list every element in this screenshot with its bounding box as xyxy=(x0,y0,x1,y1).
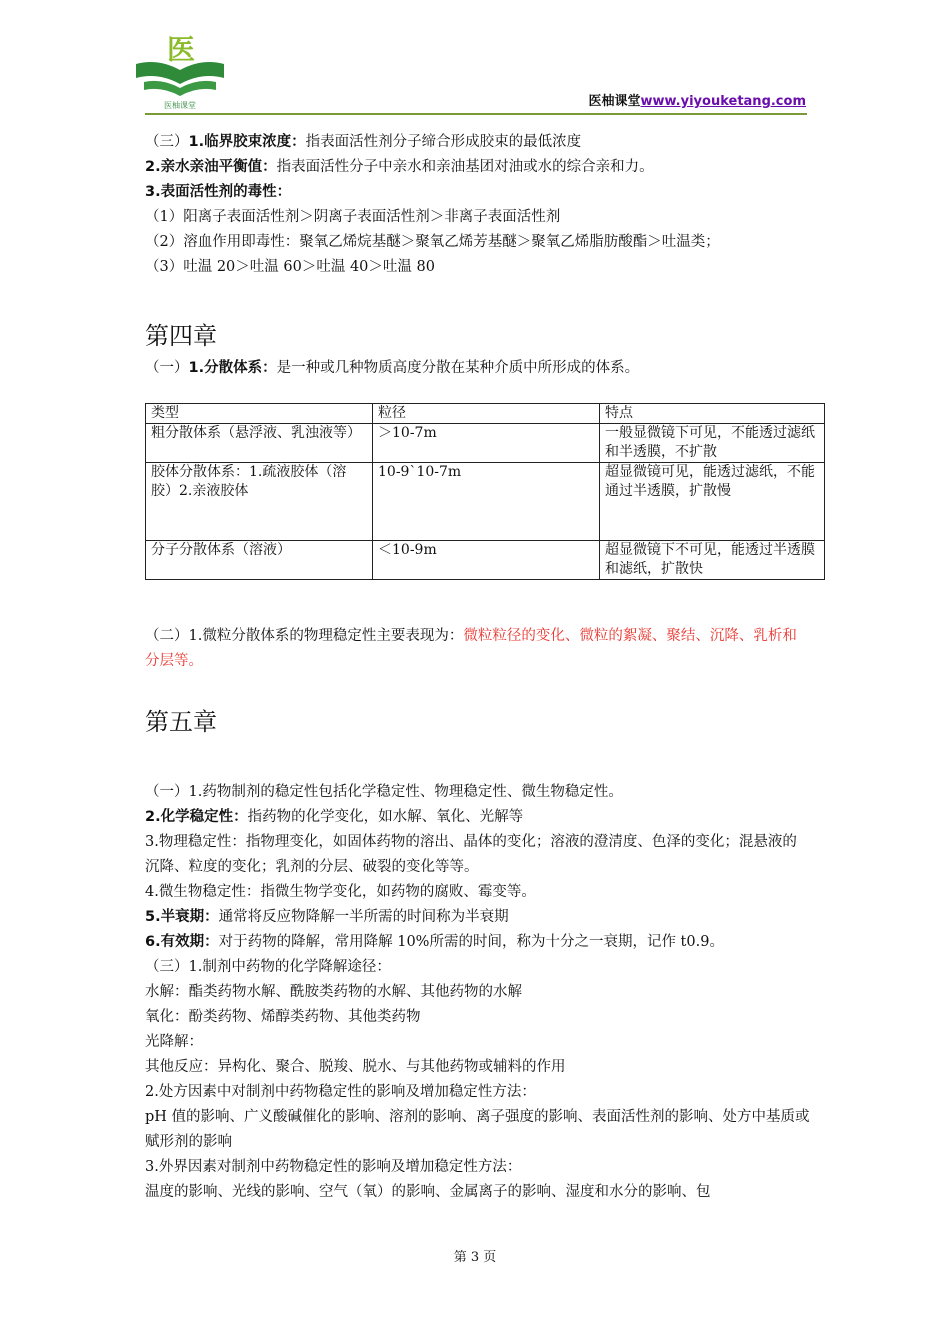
brand-logo xyxy=(132,30,228,112)
table-cell: 10-9`10-7m xyxy=(373,463,600,541)
physical-stability: 3.物理稳定性：指物理变化，如固体药物的溶出、晶体的变化；溶液的澄清度、色泽的变化；混悬液的沉降、粒度的变化；乳剂的分层、破裂的变化等等。 xyxy=(145,834,797,875)
formulation-factors: pH 值的影响、广义酸碱催化的影响、溶剂的影响、离子强度的影响、表面活性剂的影响、处方中基质或赋形剂的影响 xyxy=(145,1109,810,1150)
header-divider xyxy=(145,113,807,115)
table-cell: 分子分散体系（溶液） xyxy=(146,541,373,580)
table-row xyxy=(146,541,825,580)
table-header-cell: 类型 xyxy=(146,404,373,424)
logo-caption: 医柚课堂 xyxy=(164,101,196,110)
half-life: 5.半衰期：通常将反应物降解一半所需的时间称为半衰期 xyxy=(145,909,509,925)
table-cell: 胶体分散体系：1.疏液胶体（溶胶）2.亲液胶体 xyxy=(146,463,373,541)
table-cell: ＞10-7m xyxy=(373,424,600,463)
book-leaf-logo-icon xyxy=(132,30,228,112)
brand-url[interactable]: www.yiyouketang.com xyxy=(640,94,806,109)
table-cell: 超显微镜下不可见，能透过半透膜和滤纸，扩散快 xyxy=(600,541,825,580)
toxicity-item-2: （2）溶血作用即毒性：聚氧乙烯烷基醚＞聚氧乙烯芳基醚＞聚氧乙烯脂肪酸酯＞吐温类； xyxy=(145,234,720,250)
toxicity-item-3: （3）吐温 20＞吐温 60＞吐温 40＞吐温 80 xyxy=(145,259,435,275)
table-header-cell: 粒径 xyxy=(373,404,600,424)
table-cell: 粗分散体系（悬浮液、乳浊液等） xyxy=(146,424,373,463)
oxidation: 氧化：酚类药物、烯醇类药物、其他类药物 xyxy=(145,1009,421,1025)
highlighted-text: 微粒粒径的变化、微粒的絮凝、聚结、沉降、乳析和分层等。 xyxy=(145,628,797,669)
logo-mark-text: 医 xyxy=(166,33,196,66)
page-content xyxy=(145,130,815,1205)
other-reactions: 其他反应：异构化、聚合、脱羧、脱水、与其他药物或辅料的作用 xyxy=(145,1059,566,1075)
table-header-cell: 特点 xyxy=(600,404,825,424)
dispersion-definition: （一）1.分散体系：是一种或几种物质高度分散在某种介质中所形成的体系。 xyxy=(145,360,640,376)
table-row xyxy=(146,424,825,463)
page-number: 第 3 页 xyxy=(453,1250,497,1265)
formulation-factors-heading: 2.处方因素中对制剂中药物稳定性的影响及增加稳定性方法： xyxy=(145,1084,536,1100)
degradation-heading: （三）1.制剂中药物的化学降解途径： xyxy=(145,959,391,975)
table-cell: 一般显微镜下可见，不能透过滤纸和半透膜，不扩散 xyxy=(600,424,825,463)
shelf-life: 6.有效期：对于药物的降解，常用降解 10%所需的时间，称为十分之一衰期，记作 t0.9。 xyxy=(145,934,724,950)
table-cell: 超显微镜可见，能透过滤纸，不能通过半透膜，扩散慢 xyxy=(600,463,825,541)
hlb-definition: 2.亲水亲油平衡值：指表面活性分子中亲水和亲油基团对油或水的综合亲和力。 xyxy=(145,159,654,175)
chapter5-line-1: （一）1.药物制剂的稳定性包括化学稳定性、物理稳定性、微生物稳定性。 xyxy=(145,784,623,800)
chemical-stability: 2.化学稳定性：指药物的化学变化，如水解、氧化、光解等 xyxy=(145,809,524,825)
header-brand-link[interactable] xyxy=(588,90,806,109)
chapter-5-title: 第五章 xyxy=(145,708,217,736)
cmc-definition: （三）1.临界胶束浓度：指表面活性剂分子缔合形成胶束的最低浓度 xyxy=(145,134,582,150)
external-factors-heading: 3.外界因素对制剂中药物稳定性的影响及增加稳定性方法： xyxy=(145,1159,522,1175)
brand-name: 医柚课堂 xyxy=(588,94,641,109)
microbial-stability: 4.微生物稳定性：指微生物学变化，如药物的腐败、霉变等。 xyxy=(145,884,536,900)
table-row xyxy=(146,463,825,541)
dispersion-table xyxy=(145,403,825,580)
surfactant-toxicity-heading: 3.表面活性剂的毒性： xyxy=(145,184,292,200)
physical-stability-note: （二）1.微粒分散体系的物理稳定性主要表现为：微粒粒径的变化、微粒的絮凝、聚结、沉降、乳析和分层等。 xyxy=(145,628,797,669)
external-factors: 温度的影响、光线的影响、空气（氧）的影响、金属离子的影响、湿度和水分的影响、包 xyxy=(145,1184,711,1200)
table-header-row xyxy=(146,404,825,424)
toxicity-item-1: （1）阳离子表面活性剂＞阴离子表面活性剂＞非离子表面活性剂 xyxy=(145,209,561,225)
table-cell: ＜10-9m xyxy=(373,541,600,580)
hydrolysis: 水解：酯类药物水解、酰胺类药物的水解、其他药物的水解 xyxy=(145,984,522,1000)
photodegradation: 光降解： xyxy=(145,1034,203,1050)
chapter-4-title: 第四章 xyxy=(145,322,217,350)
